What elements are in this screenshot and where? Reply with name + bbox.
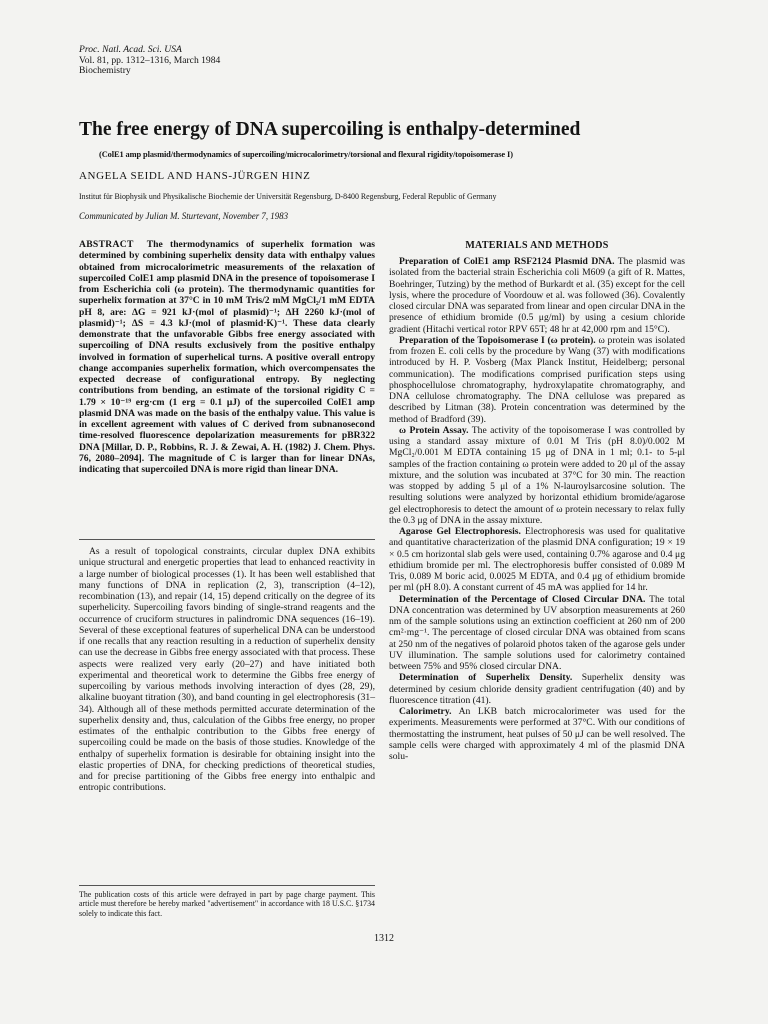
run-in-head: ω Protein Assay. [399, 424, 469, 436]
methods-paragraph [389, 526, 685, 594]
abstract [79, 239, 375, 475]
methods-paragraph [389, 425, 685, 526]
paragraph-text: ω protein was isolated from frozen E. coli cells by the procedure by Wang (37) with modifications introduced by H. P. Vosberg (Max Planck Institut, Heidelberg; personal communication). The modifications comprised purification steps using phosphocellulose chromatography, hydroxylapatite chromatography, and DNA cellulose chromatography. The DNA cellulose was prepared as described by Litman (38). Protein concentration was determined by the method of Bradford (39). [389, 334, 685, 425]
footnote-divider [79, 885, 375, 886]
run-in-head: Preparation of the Topoisomerase I (ω protein). [399, 334, 596, 346]
run-in-head: Calorimetry. [399, 706, 452, 717]
paragraph-text: The plasmid was isolated from the bacterial strain Escherichia coli M609 (a gift of R. Mattes, Boehringer, Tutzing) by the method of Burkardt et al. (35) except for the cell lysis, where the procedure of Voordouw et al. was followed (36). Covalently closed circular DNA was separated from linear and open circular DNA in the presence of ethidium bromide (0.5 μg/ml) by using a cesium chloride gradient (Hitachi vertical rotor RPV 65T; 48 hr at 42,000 rpm and 15°C). [389, 256, 685, 335]
section-heading: MATERIALS AND METHODS [465, 240, 609, 251]
paragraph-text: Superhelix density was determined by cesium chloride density gradient centrifugation (40) and by fluorescence titration (41). [389, 672, 685, 706]
paragraph-text: The total DNA concentration was determined by UV absorption measurements at 260 nm of the sample solutions using an extinction coefficient at 260 nm of 200 cm²·mg⁻¹. The percentage of closed circular DNA was obtained from scans at 250 nm of the negatives of polaroid photos taken of the agarose gels under UV illumination. The sample solutions used for calorimetry contained between 75% and 95% closed circular DNA. [389, 593, 685, 672]
journal-name: Proc. Natl. Acad. Sci. USA [79, 44, 182, 55]
paragraph-text: The activity of the topoisomerase I was controlled by using a standard assay mixture of 0.01 M Tris (pH 8.0)/0.002 M MgCl₂/0.001 M EDTA containing 15 μg of DNA in 1 ml; 0.1- to 5-μl samples of the fraction containing ω protein were added to 20 μl of the assay mixture, and the solution was incubated at 37°C for 30 min. The reaction was stopped by adding 5 μl of a 1% N-lauroylsarcosine solution. The resulting solutions were analyzed by horizontal ethidium bromide/agarose gel electrophoresis to detect the amount of ω protein necessary to relax fully the 0.3 μg of DNA in the assay mixture. [389, 424, 685, 526]
abstract-divider [79, 539, 375, 540]
methods-paragraph [389, 335, 685, 425]
affiliation: Institut für Biophysik und Physikalische Biochemie der Universität Regensburg, D-8400 Regensburg, Federal Republic of Germany [79, 192, 497, 201]
introduction [79, 546, 375, 794]
run-in-head: Determination of the Percentage of Closed Circular DNA. [399, 593, 646, 605]
run-in-head: Determination of Superhelix Density. [399, 672, 573, 684]
journal-header [79, 45, 220, 77]
authors: ANGELA SEIDL AND HANS-JÜRGEN HINZ [79, 170, 311, 182]
journal-section: Biochemistry [79, 65, 131, 77]
page-number: 1312 [374, 933, 394, 944]
methods-paragraph [389, 256, 685, 335]
communicated-by: Communicated by Julian M. Sturtevant, November 7, 1983 [79, 211, 289, 221]
methods-paragraph [389, 672, 685, 706]
keywords: (ColE1 amp plasmid/thermodynamics of supercoiling/microcalorimetry/torsional and flexural rigidity/topoisomerase I) [99, 150, 513, 159]
article-title: The free energy of DNA supercoiling is enthalpy-determined [79, 119, 581, 140]
paragraph-text: Electrophoresis was used for qualitative and quantitative characterization of the plasmid DNA configuration; 19 × 19 × 0.5 cm horizontal slab gels were used, containing 0.7% agarose and 0.4 μg ethidium bromide per ml. The electrophoresis buffer consisted of 0.089 M Tris, 0.089 M boric acid, 0.0025 M EDTA, and 0.4 μg of ethidium bromide per ml (pH 8.0). A constant current of 45 mA was applied for 14 hr. [389, 526, 686, 594]
paragraph-text: An LKB batch microcalorimeter was used for the experiments. Measurements were performed at 37°C. With our conditions of thermostatting the instrument, heat pulses of 50 μJ can be well resolved. The sample cells were charged with approximately 4 ml of the plasmid DNA solu- [389, 706, 685, 762]
abstract-text: The thermodynamics of superhelix formation was determined by combining superhelix density data with enthalpy values obtained from microcalorimetric measurements of the relaxation of supercoiled ColE1 amp plasmid DNA in the presence of topoisomerase I from Escherichia coli (ω protein). The thermodynamic quantities for superhelix formation at 37°C in 10 mM Tris/2 mM MgCl₂/1 mM EDTA pH 8, are: ΔG = 921 kJ·(mol of plasmid)⁻¹; ΔH 2260 kJ·(mol of plasmid)⁻¹; ΔS = 4.3 kJ·(mol of plasmid·K)⁻¹. These data clearly demonstrate that the unfavorable Gibbs free energy associated with supercoiling of DNA results exclusively from the positive enthalpy involved in formation of superhelical turns. A positive overall entropy change accompanies superhelix formation, which overcompensates the expected decrease of configurational entropy. By neglecting contributions from bending, an estimate of the torsional rigidity C = 1.79 × 10⁻¹⁹ erg·cm (1 erg = 0.1 μJ) of the supercoiled ColE1 amp plasmid DNA was made on the basis of the enthalpy value. This value is in excellent agreement with values of C derived from subnanosecond time-resolved fluorescence depolarization measurements for pBR322 DNA [Millar, D. P., Robbins, R. J. & Zewai, A. H. (1982) J. Chem. Phys. 76, 2080–2094]. The magnitude of C is larger than for linear DNAs, indicating that supercoiled DNA is more rigid than linear DNA. [79, 239, 375, 475]
run-in-head: Preparation of ColE1 amp RSF2124 Plasmid DNA. [399, 256, 615, 267]
journal-volume: Vol. 81, pp. 1312–1316, March 1984 [79, 54, 221, 66]
methods-paragraph [389, 594, 685, 673]
intro-paragraph: As a result of topological constraints, circular duplex DNA exhibits unique structural and energetic properties that lead to enhanced reactivity in a large number of biological processes (1). It has been well established that many functions of DNA in replication (2, 3), transcription (4–12), recombination (13), and repair (14, 15) depend critically on the degree of its superhelicity. Supercoiling favors binding of single-strand reagents and the occurrence of cruciform structures in palindromic DNA sequences (16–19). Several of these exceptional features of superhelical DNA can be understood if one recalls that any reaction resulting in a reduction of superhelix density can use the decrease in Gibbs free energy associated with that process. These aspects were realized very early (20–27) and have initiated both experimental and theoretical work to determine the Gibbs free energy of supercoiling by various methods involving interaction of dyes (28, 29), alkaline buoyant titration (30), and band counting in gel electrophoresis (31–34). Although all of these methods permitted accurate determination of the superhelix density and, thus, calculation of the Gibbs free energy, no proper estimates of the enthalpic contribution to the Gibbs free energy of supercoiling could be made on the basis of those studies. Knowledge of the enthalpy of superhelix formation is desirable for obtaining insight into the elastic properties of DNA, for checking predictions of theoretical studies, and for precise partitioning of the Gibbs free energy into enthalpic and entropic contributions. [79, 546, 375, 794]
footnote: The publication costs of this article were defrayed in part by page charge payment. This article must therefore be hereby marked "advertisement" in accordance with 18 U.S.C. §1734 solely to indicate this fact. [79, 890, 375, 918]
abstract-label: ABSTRACT [79, 239, 134, 250]
methods-paragraph [389, 706, 685, 762]
methods-body [389, 256, 685, 762]
run-in-head: Agarose Gel Electrophoresis. [399, 526, 521, 537]
